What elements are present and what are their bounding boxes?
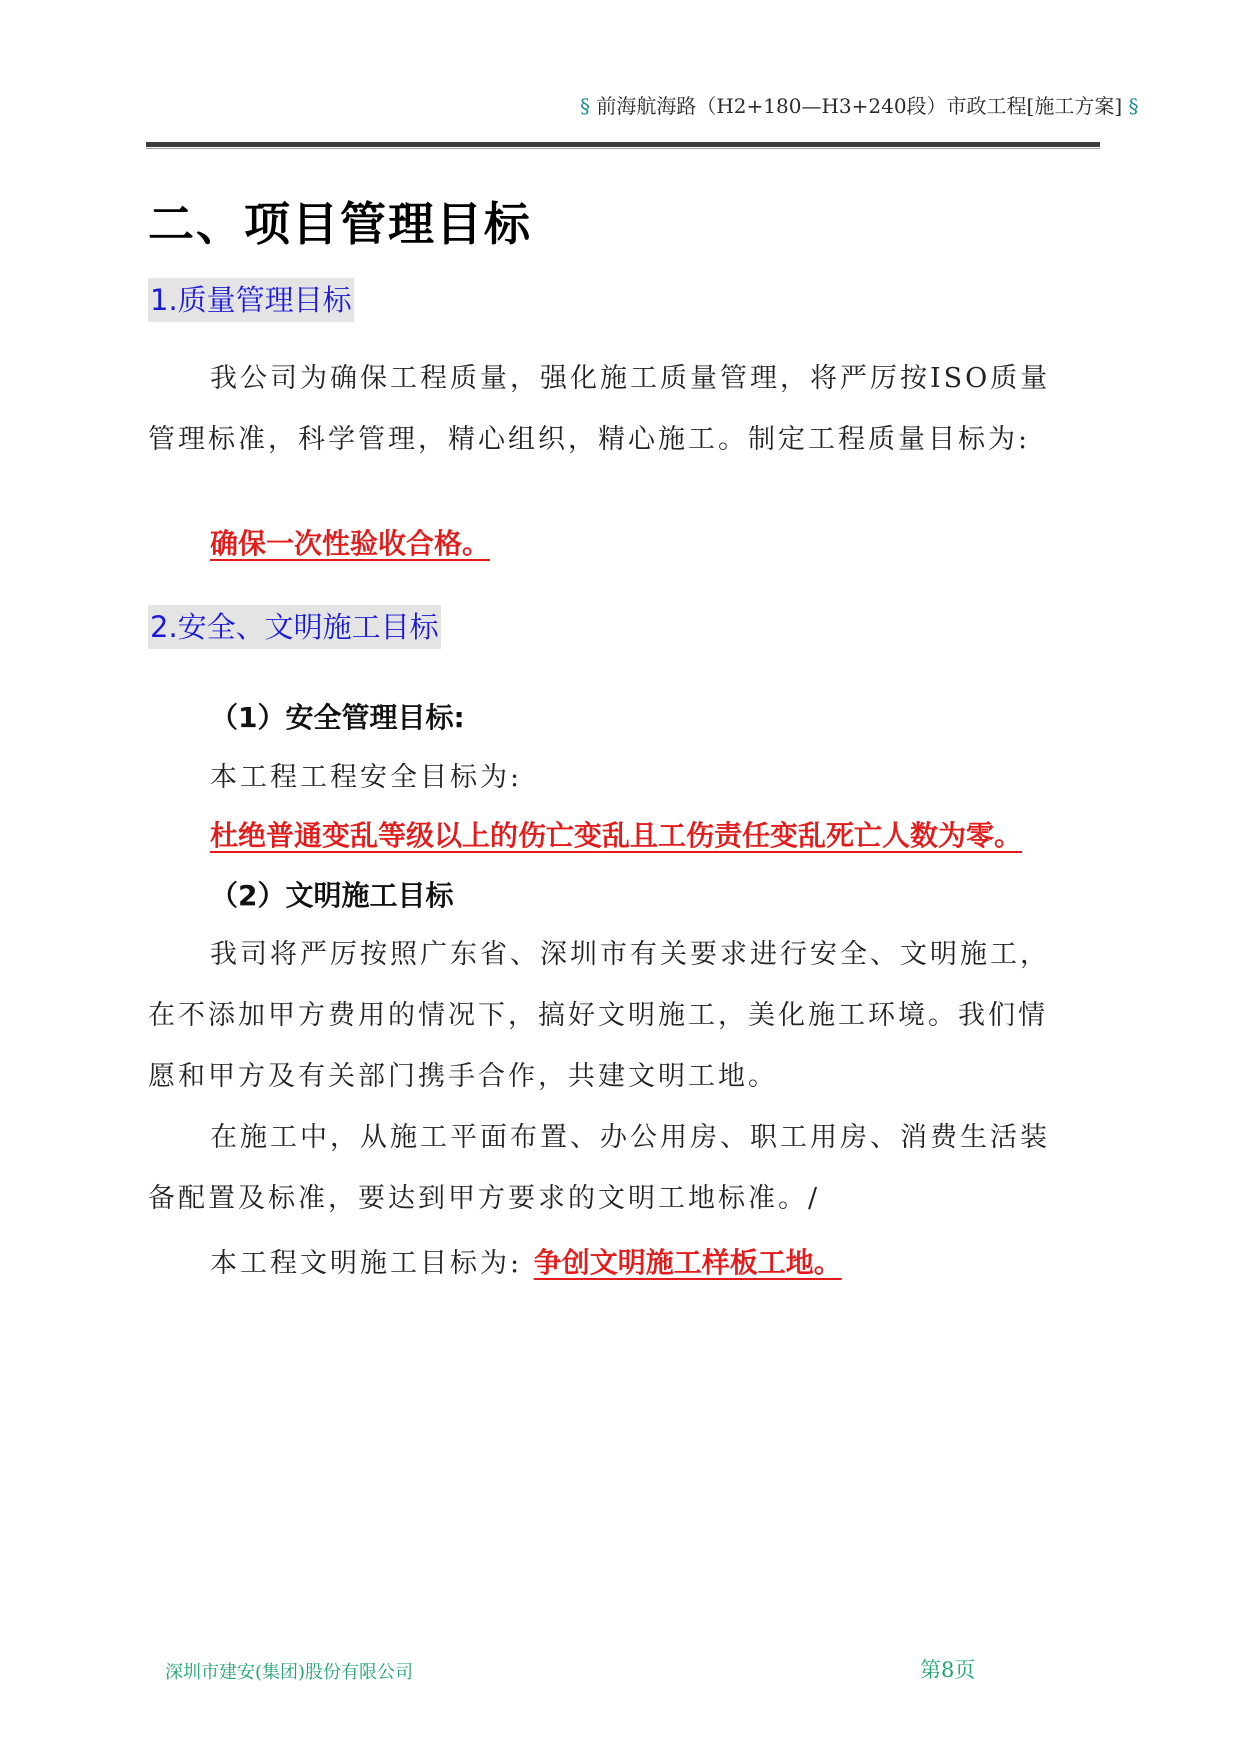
quality-paragraph-line-1: 我公司为确保工程质量，强化施工质量管理，将严厉按ISO质量 <box>210 363 1051 394</box>
civilized-paragraph2-line-2: 备配置及标准，要达到甲方要求的文明工地标准。/ <box>148 1183 821 1214</box>
civilized-paragraph1-line-3: 愿和甲方及有关部门携手合作，共建文明工地。 <box>148 1061 778 1092</box>
header-divider-thick <box>146 142 1100 147</box>
subheading-civilized: （2）文明施工目标 <box>210 879 454 912</box>
page-header <box>580 90 1139 119</box>
safety-intro: 本工程工程安全目标为: <box>210 762 523 793</box>
civilized-paragraph1-line-1: 我司将严厉按照广东省、深圳市有关要求进行安全、文明施工， <box>210 939 1050 970</box>
civilized-final-goal: 争创文明施工样板工地。 <box>533 1246 842 1279</box>
section-mark-right: § <box>1128 94 1139 118</box>
safety-goal-line <box>210 814 1022 854</box>
header-title: 前海航海路（H2+180—H3+240段）市政工程[施工方案] <box>596 94 1123 118</box>
civilized-paragraph1-line-2: 在不添加甲方费用的情况下，搞好文明施工，美化施工环境。我们情 <box>148 1000 1048 1031</box>
header-divider-thin <box>146 148 1100 149</box>
quality-paragraph-line-2: 管理标准，科学管理，精心组织，精心施工。制定工程质量目标为: <box>148 424 1031 455</box>
safety-goal: 杜绝普通变乱等级以上的伤亡变乱且工伤责任变乱死亡人数为零。 <box>210 819 1023 852</box>
civilized-final-line <box>210 1241 842 1281</box>
subheading-safety: （1）安全管理目标: <box>210 701 465 734</box>
section-mark-left: § <box>580 94 590 118</box>
section-heading-quality: 1.质量管理目标 <box>148 278 354 322</box>
civilized-paragraph2-line-1: 在施工中，从施工平面布置、办公用房、职工用房、消费生活装 <box>210 1122 1050 1153</box>
footer-company: 深圳市建安(集团)股份有限公司 <box>165 1662 414 1683</box>
section-heading-safety-civilized: 2.安全、文明施工目标 <box>148 605 441 649</box>
chapter-title: 二、项目管理目标 <box>148 197 532 251</box>
quality-goal: 确保一次性验收合格。 <box>210 527 491 560</box>
footer-page-number: 第8页 <box>920 1658 976 1682</box>
civilized-final-intro: 本工程文明施工目标为: <box>210 1248 523 1279</box>
quality-goal-line <box>210 522 490 562</box>
